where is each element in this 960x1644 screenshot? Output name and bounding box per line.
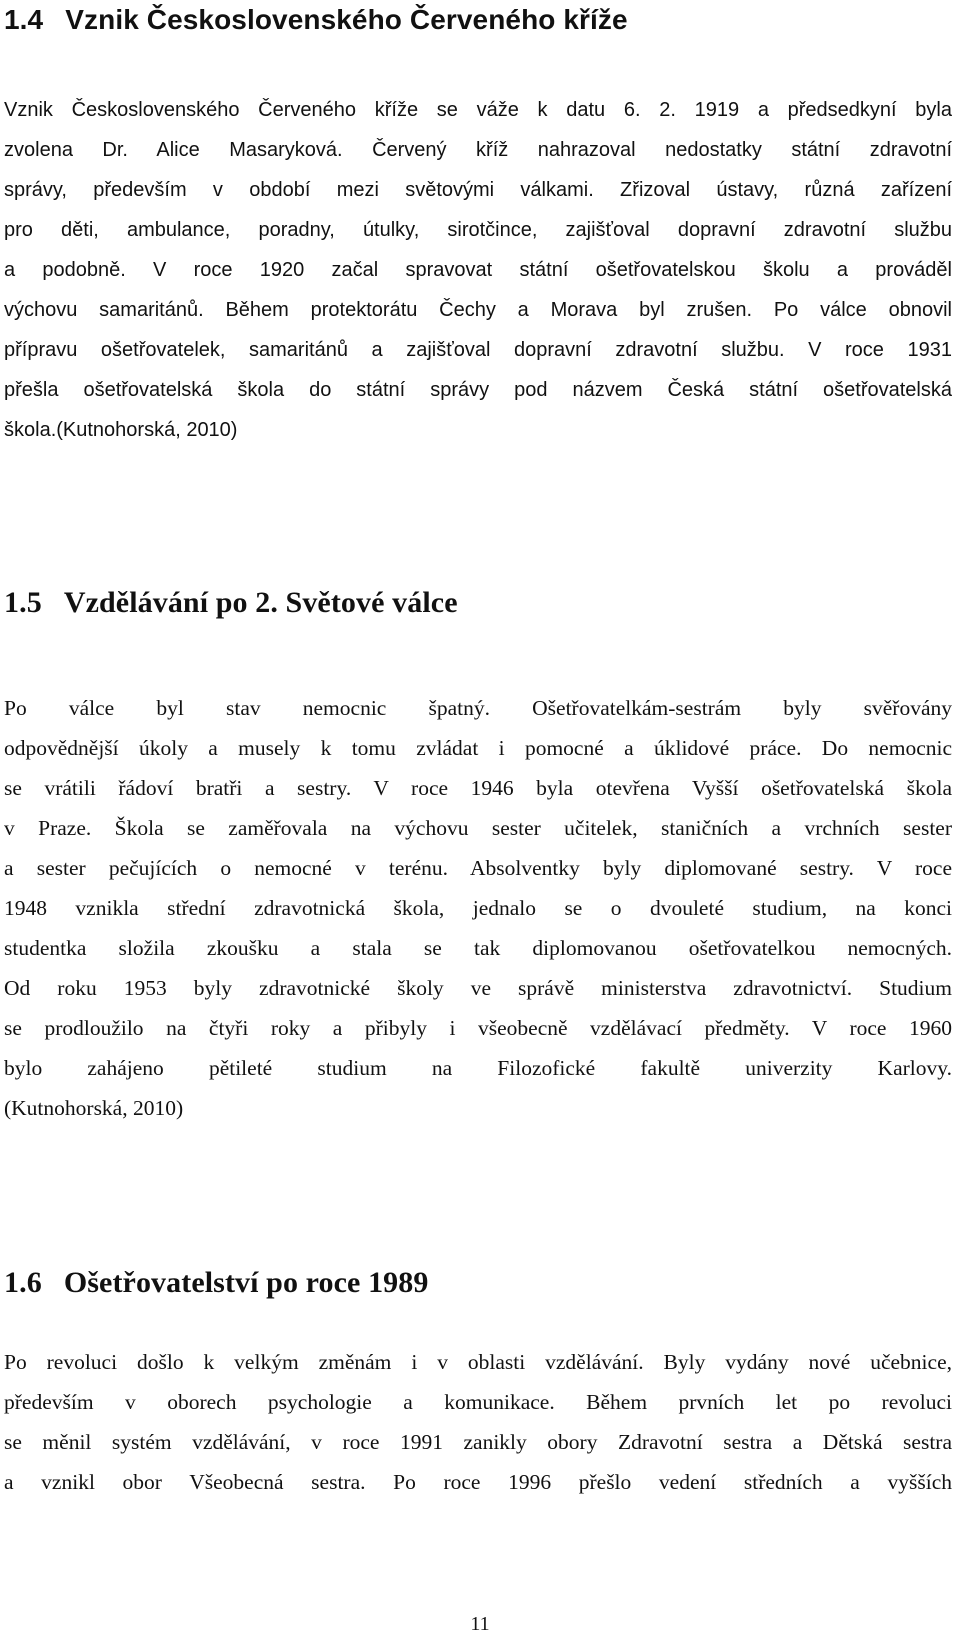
section-number: 1.6 bbox=[4, 1266, 42, 1299]
section-heading-1-6 bbox=[4, 1265, 428, 1301]
text-line: studentka složila zkoušku a stala se tak diplomovanou ošetřovatelkou nemocných. bbox=[4, 936, 952, 960]
text-line: pro děti, ambulance, poradny, útulky, sirotčince, zajišťoval dopravní zdravotní službu bbox=[4, 219, 952, 241]
page-number: 11 bbox=[470, 1613, 490, 1635]
text-line: výchovu samaritánů. Během protektorátu Čechy a Morava byl zrušen. Po válce obnovil bbox=[4, 299, 952, 321]
text-line: v Praze. Škola se zaměřovala na výchovu sester učitelek, staničních a vrchních sester bbox=[4, 816, 952, 840]
section-paragraph-1-6 bbox=[4, 1342, 952, 1502]
text-line: a vznikl obor Všeobecná sestra. Po roce 1996 přešlo vedení středních a vyšších bbox=[4, 1470, 952, 1494]
text-line: škola.(Kutnohorská, 2010) bbox=[4, 419, 238, 441]
text-line: Po válce byl stav nemocnic špatný. Ošetřovatelkám-sestrám byly svěřovány bbox=[4, 696, 952, 720]
text-line: přípravu ošetřovatelek, samaritánů a zajišťoval dopravní zdravotní službu. V roce 1931 bbox=[4, 339, 952, 361]
text-line: a podobně. V roce 1920 začal spravovat státní ošetřovatelskou školu a prováděl bbox=[4, 259, 952, 281]
text-line: především v oborech psychologie a komunikace. Během prvních let po revoluci bbox=[4, 1390, 952, 1414]
text-line: Po revoluci došlo k velkým změnám i v oblasti vzdělávání. Byly vydány nové učebnice, bbox=[4, 1350, 952, 1374]
section-title: Ošetřovatelství po roce 1989 bbox=[63, 1266, 429, 1299]
section-paragraph-1-5 bbox=[4, 688, 952, 1128]
text-line: odpovědnější úkoly a musely k tomu zvládat i pomocné a úklidové práce. Do nemocnic bbox=[4, 736, 952, 760]
text-line: bylo zahájeno pětileté studium na Filozofické fakultě univerzity Karlovy. bbox=[4, 1056, 952, 1080]
text-line: se vrátili řádoví bratři a sestry. V roce 1946 byla otevřena Vyšší ošetřovatelská škola bbox=[4, 776, 952, 800]
section-heading-1-4 bbox=[4, 2, 628, 38]
section-heading-1-5 bbox=[4, 585, 458, 621]
text-line: se prodloužilo na čtyři roky a přibyly i všeobecně vzdělávací předměty. V roce 1960 bbox=[4, 1016, 952, 1040]
section-title: Vznik Československého Červeného kříže bbox=[65, 4, 628, 35]
text-line: 1948 vznikla střední zdravotnická škola, jednalo se o dvouleté studium, na konci bbox=[4, 896, 952, 920]
text-line: správy, především v období mezi světovými válkami. Zřizoval ústavy, různá zařízení bbox=[4, 179, 952, 201]
text-line: přešla ošetřovatelská škola do státní správy pod názvem Česká státní ošetřovatelská bbox=[4, 379, 952, 401]
text-line: zvolena Dr. Alice Masaryková. Červený kříž nahrazoval nedostatky státní zdravotní bbox=[4, 139, 952, 161]
text-line: a sester pečujících o nemocné v terénu. Absolventky byly diplomované sestry. V roce bbox=[4, 856, 952, 880]
section-number: 1.4 bbox=[4, 4, 44, 35]
section-title: Vzdělávání po 2. Světové válce bbox=[63, 586, 458, 619]
text-line: (Kutnohorská, 2010) bbox=[4, 1096, 184, 1120]
text-line: Vznik Československého Červeného kříže se váže k datu 6. 2. 1919 a předsedkyní byla bbox=[4, 99, 952, 121]
text-line: se měnil systém vzdělávání, v roce 1991 zanikly obory Zdravotní sestra a Dětská sestra bbox=[4, 1430, 952, 1454]
text-line: Od roku 1953 byly zdravotnické školy ve správě ministerstva zdravotnictví. Studium bbox=[4, 976, 952, 1000]
section-number: 1.5 bbox=[4, 586, 42, 619]
section-paragraph-1-4 bbox=[4, 90, 952, 450]
